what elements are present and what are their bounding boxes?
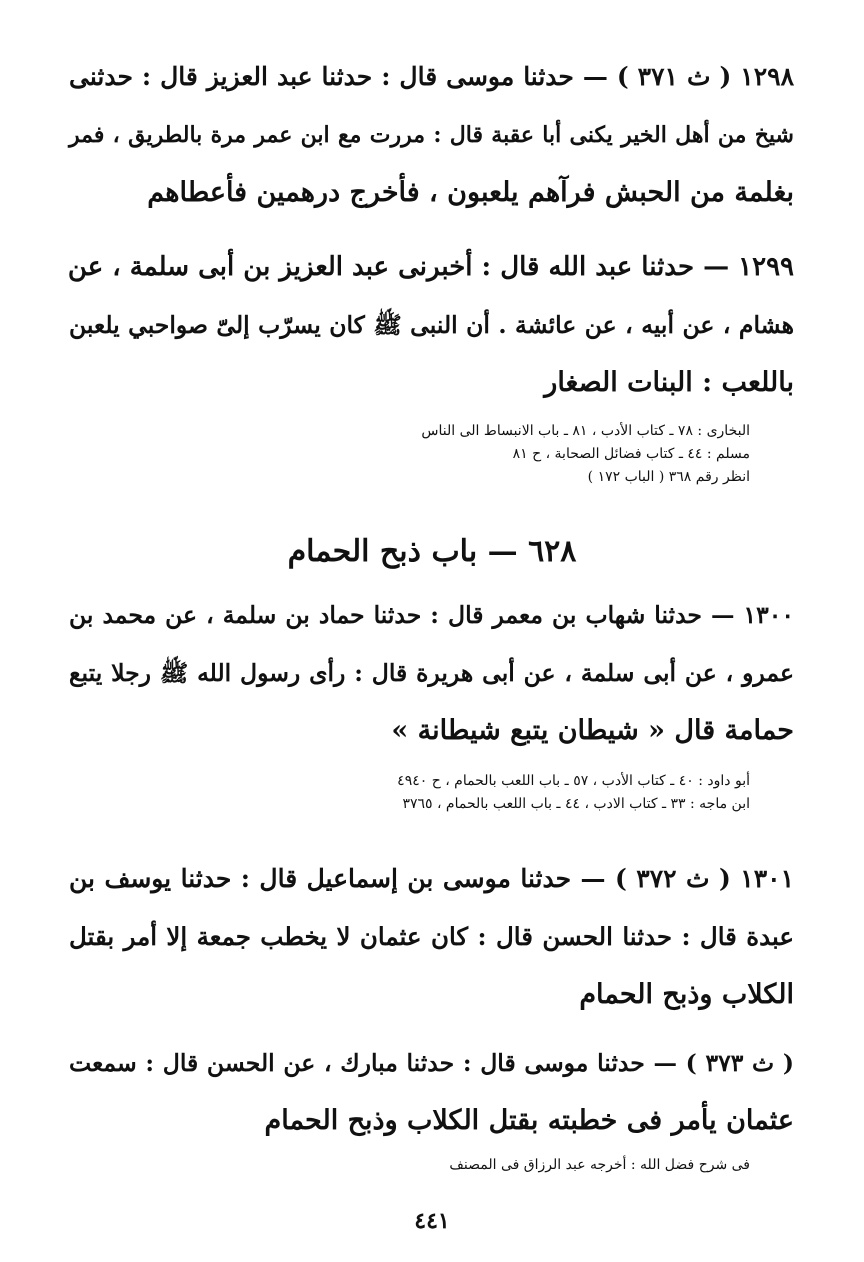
footnotes-1299 [150, 420, 750, 489]
hadith-1301-line-1: ١٣٠١ ( ث ٣٧٢ ) — حدثنا موسى بن إسماعيل قال : حدثنا يوسف بن [69, 864, 794, 893]
hadith-1298 [69, 48, 794, 222]
hadith-1300-line-1: ١٣٠٠ — حدثنا شهاب بن معمر قال : حدثنا حماد بن سلمة ، عن محمد بن [69, 601, 794, 629]
chapter-heading: ٦٢٨ — باب ذبح الحمام [287, 534, 577, 569]
footnotes-1300 [150, 770, 750, 816]
athar-373-line-2: عثمان يأمر فى خطبته بقتل الكلاب وذبح الحمام [264, 1105, 794, 1136]
footnote-bukhari: البخارى : ٧٨ ـ كتاب الأدب ، ٨١ ـ باب الانبساط الى الناس [421, 423, 750, 439]
footnote-see-also: انظر رقم ٣٦٨ ( الباب ١٧٢ ) [587, 469, 750, 485]
hadith-1300-line-2: عمرو ، عن أبى سلمة ، عن أبى هريرة قال : رأى رسول الله ﷺ رجلا يتبع [69, 659, 794, 687]
athar-373-line-1: ( ث ٣٧٣ ) — حدثنا موسى قال : حدثنا مبارك ، عن الحسن قال : سمعت [69, 1049, 795, 1077]
hadith-1299-line-1: ١٢٩٩ — حدثنا عبد الله قال : أخبرنى عبد العزيز بن أبى سلمة ، عن [67, 252, 794, 282]
hadith-1301-line-3: الكلاب وذبح الحمام [579, 979, 794, 1010]
athar-373 [69, 1034, 794, 1150]
footnote-muslim: مسلم : ٤٤ ـ كتاب فضائل الصحابة ، ح ٨١ [512, 446, 750, 462]
hadith-1299-line-3: باللعب : البنات الصغار [544, 367, 794, 398]
hadith-1301 [69, 850, 794, 1024]
hadith-1298-line-3: بغلمة من الحبش فرآهم يلعبون ، فأخرج درهمين فأعطاهم [147, 177, 794, 208]
hadith-1300-line-3: حمامة قال « شيطان يتبع شيطانة » [391, 715, 794, 746]
hadith-1299-line-2: هشام ، عن أبيه ، عن عائشة . أن النبى ﷺ كان يسرّب إلىّ صواحبي يلعبن [69, 311, 794, 339]
hadith-1298-line-1: ١٢٩٨ ( ث ٣٧١ ) — حدثنا موسى قال : حدثنا عبد العزيز قال : حدثنى [69, 62, 794, 91]
hadith-1299 [69, 238, 794, 412]
hadith-1301-line-2: عبدة قال : حدثنا الحسن قال : كان عثمان لا يخطب جمعة إلا أمر بقتل [69, 922, 794, 951]
footnotes-373 [150, 1154, 750, 1177]
footnote-abu-dawud: أبو داود : ٤٠ ـ كتاب الأدب ، ٥٧ ـ باب اللعب بالحمام ، ح ٤٩٤٠ [397, 773, 750, 789]
footnote-ibn-majah: ابن ماجه : ٣٣ ـ كتاب الادب ، ٤٤ ـ باب اللعب بالحمام ، ٣٧٦٥ [402, 796, 750, 812]
hadith-1298-line-2: شيخ من أهل الخير يكنى أبا عقبة قال : مررت مع ابن عمر مرة بالطريق ، فمر [69, 122, 794, 148]
footnote-abd-al-razzaq: فى شرح فضل الله : أخرجه عبد الرزاق فى المصنف [449, 1157, 750, 1173]
hadith-1300 [69, 586, 794, 760]
page-number: ٤٤١ [414, 1208, 450, 1234]
